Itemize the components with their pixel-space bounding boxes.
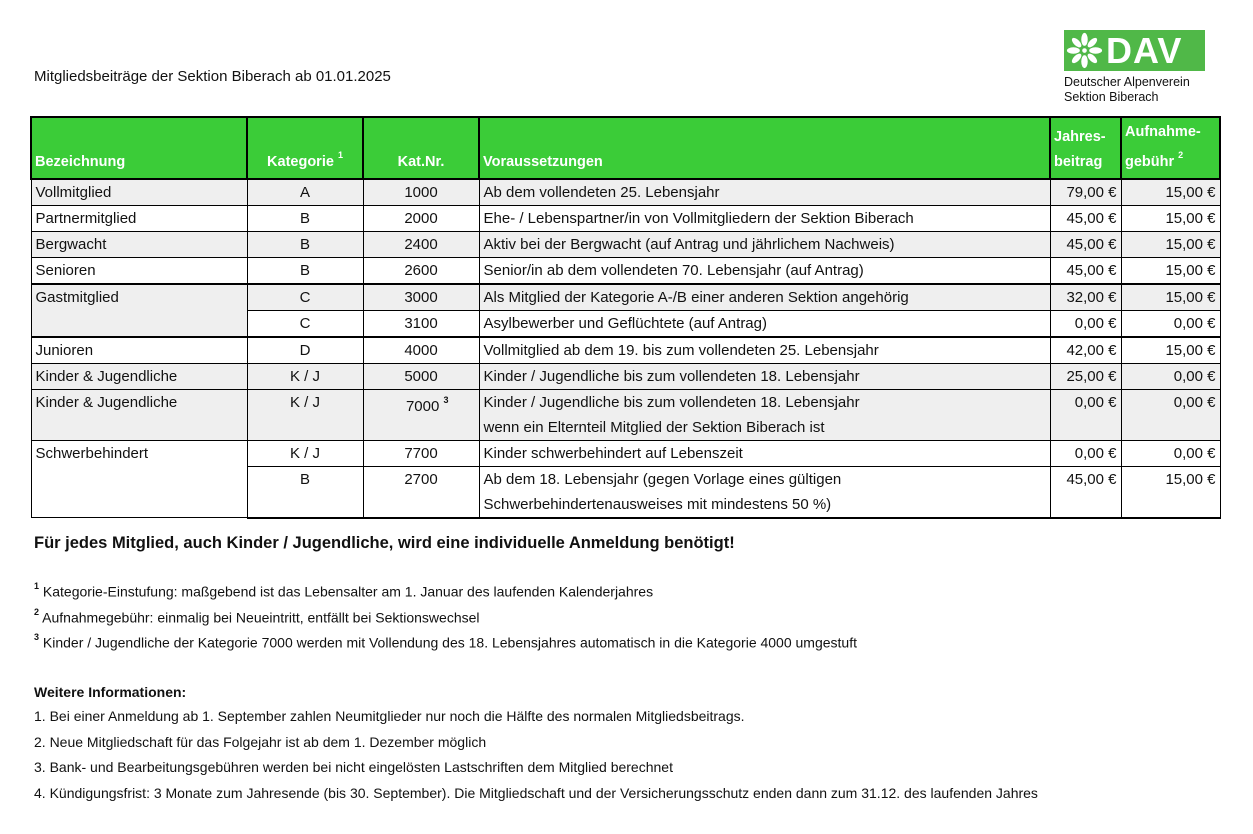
cell-name: Vollmitglied (31, 179, 247, 206)
cell-jahresbeitrag: 45,00 € (1050, 466, 1121, 518)
cell-katnr: 2700 (363, 466, 479, 518)
cell-kategorie: K / J (247, 389, 363, 440)
cell-kategorie: K / J (247, 440, 363, 466)
edelweiss-icon (1066, 32, 1103, 69)
cell-jahresbeitrag: 25,00 € (1050, 363, 1121, 389)
cell-voraussetzung: Kinder / Jugendliche bis zum vollendeten 18. Lebensjahr wenn ein Elternteil Mitglied der Sektion Biberach ist (479, 389, 1050, 440)
cell-voraussetzung: Kinder schwerbehindert auf Lebenszeit (479, 440, 1050, 466)
table-header-row (31, 117, 1220, 179)
cell-kategorie: B (247, 466, 363, 518)
logo-text: DAV (1106, 30, 1183, 71)
cell-voraussetzung: Aktiv bei der Bergwacht (auf Antrag und jährlichem Nachweis) (479, 231, 1050, 257)
table-row (31, 389, 1220, 440)
cell-jahresbeitrag: 0,00 € (1050, 440, 1121, 466)
list-item: 4. Kündigungsfrist: 3 Monate zum Jahresende (bis 30. September). Die Mitgliedschaft und der Versicherungsschutz enden dann zum 31.12. des laufenden Jahres (34, 784, 1038, 801)
cell-aufnahmegebuehr: 15,00 € (1121, 284, 1220, 311)
footnote: $^2$ Aufnahmegebühr: einmalig bei Neueintritt, entfällt bei Sektionswechsel (34, 606, 480, 626)
cell-katnr: 2000 (363, 205, 479, 231)
page-title: Mitgliedsbeiträge der Sektion Biberach ab 01.01.2025 (34, 68, 391, 85)
cell-jahresbeitrag: 32,00 € (1050, 284, 1121, 311)
more-info-list (34, 708, 1038, 810)
cell-katnr: 5000 (363, 363, 479, 389)
list-item: 3. Bank- und Bearbeitungsgebühren werden bei nicht eingelösten Lastschriften dem Mitglied berechnet (34, 759, 673, 775)
cell-kategorie: K / J (247, 363, 363, 389)
cell-aufnahmegebuehr: 15,00 € (1121, 231, 1220, 257)
cell-kategorie: B (247, 231, 363, 257)
logo-org-name: Deutscher Alpenverein (1064, 75, 1190, 89)
cell-katnr: 4000 (363, 337, 479, 364)
table-row (31, 179, 1220, 206)
cell-katnr: 7700 (363, 440, 479, 466)
cell-kategorie: A (247, 179, 363, 206)
table-row (31, 257, 1220, 284)
header-voraussetzungen: Voraussetzungen (479, 117, 1050, 179)
dav-logo (1064, 30, 1224, 105)
cell-voraussetzung: Senior/in ab dem vollendeten 70. Lebensjahr (auf Antrag) (479, 257, 1050, 284)
cell-voraussetzung: Als Mitglied der Kategorie A-/B einer anderen Sektion angehörig (479, 284, 1050, 311)
cell-aufnahmegebuehr: 15,00 € (1121, 337, 1220, 364)
cell-aufnahmegebuehr: 15,00 € (1121, 205, 1220, 231)
cell-jahresbeitrag: 79,00 € (1050, 179, 1121, 206)
cell-aufnahmegebuehr: 0,00 € (1121, 363, 1220, 389)
cell-aufnahmegebuehr: 0,00 € (1121, 440, 1220, 466)
cell-voraussetzung: Kinder / Jugendliche bis zum vollendeten 18. Lebensjahr (479, 363, 1050, 389)
cell-jahresbeitrag: 42,00 € (1050, 337, 1121, 364)
table-row (31, 440, 1220, 466)
cell-aufnahmegebuehr: 0,00 € (1121, 389, 1220, 440)
cell-name: Junioren (31, 337, 247, 364)
fee-table (30, 116, 1221, 519)
header-katnr: Kat.Nr. (363, 117, 479, 179)
cell-kategorie: C (247, 284, 363, 311)
header-aufnahmegebuehr: Aufnahme- gebühr $^2$ (1121, 117, 1220, 179)
footnote: $^3$ Kinder / Jugendliche der Kategorie 7000 werden mit Vollendung des 18. Lebensjahres automatisch in die Kategorie 4000 umgestuft (34, 632, 857, 651)
cell-voraussetzung: Ehe- / Lebenspartner/in von Vollmitgliedern der Sektion Biberach (479, 205, 1050, 231)
cell-jahresbeitrag: 45,00 € (1050, 231, 1121, 257)
cell-katnr: 1000 (363, 179, 479, 206)
registration-notice: Für jedes Mitglied, auch Kinder / Jugendliche, wird eine individuelle Anmeldung benötigt! (34, 534, 735, 552)
cell-voraussetzung: Vollmitglied ab dem 19. bis zum vollendeten 25. Lebensjahr (479, 337, 1050, 364)
cell-name: Kinder & Jugendliche (31, 363, 247, 389)
cell-kategorie: C (247, 310, 363, 337)
cell-katnr: 3000 (363, 284, 479, 311)
table-row (31, 337, 1220, 364)
table-row (31, 205, 1220, 231)
cell-katnr: 2400 (363, 231, 479, 257)
cell-voraussetzung: Asylbewerber und Geflüchtete (auf Antrag) (479, 310, 1050, 337)
table-row (31, 231, 1220, 257)
cell-aufnahmegebuehr: 15,00 € (1121, 257, 1220, 284)
cell-kategorie: D (247, 337, 363, 364)
cell-voraussetzung: Ab dem 18. Lebensjahr (gegen Vorlage eines gültigen Schwerbehindertenausweises mit mindestens 50 %) (479, 466, 1050, 518)
cell-name: Partnermitglied (31, 205, 247, 231)
cell-kategorie: B (247, 205, 363, 231)
cell-name: Gastmitglied (31, 284, 247, 337)
cell-name: Bergwacht (31, 231, 247, 257)
cell-katnr: 3100 (363, 310, 479, 337)
cell-jahresbeitrag: 45,00 € (1050, 257, 1121, 284)
cell-aufnahmegebuehr: 0,00 € (1121, 310, 1220, 337)
logo-section-name: Sektion Biberach (1064, 90, 1159, 104)
footnotes (34, 583, 857, 660)
more-info-heading: Weitere Informationen: (34, 684, 187, 700)
cell-katnr: 7000 $^3$ (363, 389, 479, 440)
cell-aufnahmegebuehr: 15,00 € (1121, 466, 1220, 518)
list-item: 2. Neue Mitgliedschaft für das Folgejahr ist ab dem 1. Dezember möglich (34, 733, 487, 750)
cell-name: Senioren (31, 257, 247, 284)
list-item: 1. Bei einer Anmeldung ab 1. September zahlen Neumitglieder nur noch die Hälfte des normalen Mitgliedsbeitrags. (34, 708, 745, 724)
cell-name: Kinder & Jugendliche (31, 389, 247, 440)
cell-name: Schwerbehindert (31, 440, 247, 518)
cell-jahresbeitrag: 45,00 € (1050, 205, 1121, 231)
logo-badge (1064, 30, 1205, 71)
header-bezeichnung: Bezeichnung (31, 117, 247, 179)
cell-jahresbeitrag: 0,00 € (1050, 389, 1121, 440)
table-row (31, 363, 1220, 389)
cell-kategorie: B (247, 257, 363, 284)
footnote: $^1$ Kategorie-Einstufung: maßgebend ist das Lebensalter am 1. Januar des laufenden Kalenderjahres (34, 581, 654, 600)
header-kategorie: Kategorie $^1$ (247, 117, 363, 179)
cell-jahresbeitrag: 0,00 € (1050, 310, 1121, 337)
header-jahresbeitrag: Jahres- beitrag (1050, 117, 1121, 179)
cell-voraussetzung: Ab dem vollendeten 25. Lebensjahr (479, 179, 1050, 206)
table-row (31, 284, 1220, 311)
cell-katnr: 2600 (363, 257, 479, 284)
cell-aufnahmegebuehr: 15,00 € (1121, 179, 1220, 206)
